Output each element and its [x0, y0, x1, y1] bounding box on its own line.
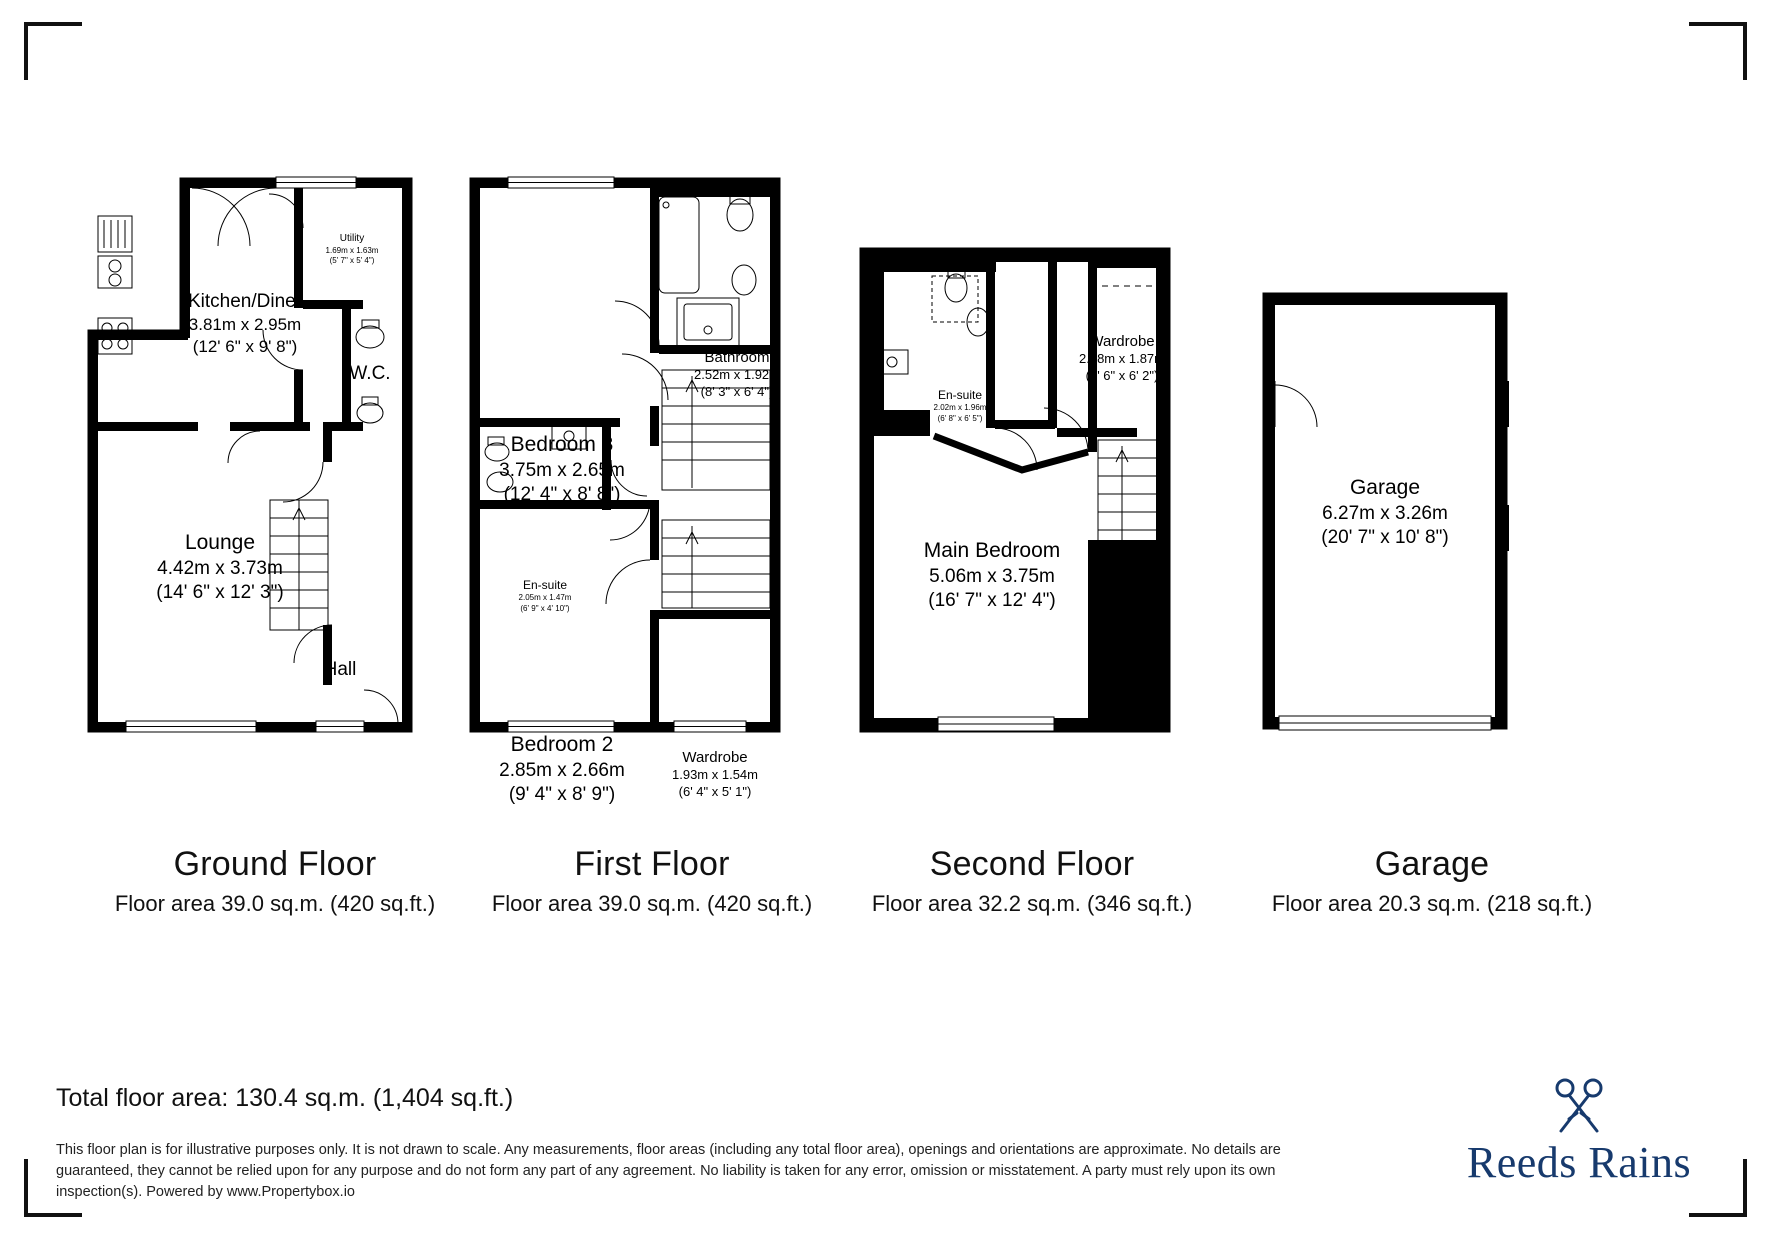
room-label-hall	[295, 658, 385, 682]
room-imperial: (6' 9" x 4' 10")	[520, 603, 570, 613]
room-label-second-wardrobe	[1052, 332, 1192, 384]
room-name: Lounge	[184, 531, 256, 554]
brand-logo	[1429, 1075, 1729, 1188]
room-label-wardrobe	[652, 748, 778, 800]
garage-plan	[1255, 285, 1515, 740]
room-metric: 2.05m x 1.47m	[518, 593, 572, 603]
room-label-main-bedroom	[892, 538, 1092, 614]
floor-title: Garage	[1374, 845, 1490, 883]
room-metric: 5.06m x 3.75m	[929, 565, 1055, 587]
room-metric: 3.75m x 2.65m	[499, 459, 625, 481]
room-label-en-suite	[482, 578, 608, 614]
room-label-bedroom-3	[472, 432, 652, 508]
ground-floor-drawing	[80, 170, 500, 740]
room-imperial: (6' 4" x 5' 1")	[678, 783, 752, 799]
floor-area: Floor area 39.0 sq.m. (420 sq.ft.)	[114, 891, 436, 916]
crop-mark-top-right	[1689, 22, 1747, 80]
room-name: Utility	[339, 233, 365, 244]
total-floor-area: Total floor area: 130.4 sq.m. (1,404 sq.ft.)	[56, 1084, 514, 1112]
second-floor-drawing	[852, 240, 1182, 740]
floorplan-group	[0, 140, 1771, 806]
room-metric: 2.85m x 2.66m	[499, 759, 625, 781]
crop-mark-top-left	[24, 22, 82, 80]
floor-title: Ground Floor	[173, 845, 377, 883]
room-imperial: (20' 7" x 10' 8")	[1321, 527, 1449, 549]
room-label-kitchen-diner	[155, 290, 335, 358]
room-label-utility	[308, 233, 396, 266]
room-metric: 6.27m x 3.26m	[1322, 502, 1448, 524]
room-name: Bedroom 3	[510, 433, 614, 456]
room-imperial: (14' 6" x 12' 3")	[156, 582, 284, 604]
room-imperial: (8' 6" x 6' 2")	[1085, 367, 1159, 383]
room-name: Bedroom 2	[510, 733, 614, 756]
room-metric: 3.81m x 2.95m	[188, 315, 302, 335]
first-floor-plan	[462, 170, 792, 806]
room-label-lounge	[120, 530, 320, 606]
room-name: Kitchen/Diner	[187, 291, 303, 312]
second-floor-plan	[852, 240, 1182, 740]
room-name: Wardrobe	[1089, 333, 1155, 350]
floor-title: First Floor	[574, 845, 730, 883]
floor-title: Second Floor	[929, 845, 1135, 883]
room-metric: 1.93m x 1.54m	[672, 767, 758, 783]
first-floor-caption	[482, 845, 822, 919]
crossed-keys-icon	[1429, 1075, 1729, 1137]
floor-area: Floor area 39.0 sq.m. (420 sq.ft.)	[491, 891, 813, 916]
room-name: En-suite	[522, 578, 568, 592]
room-imperial: (8' 3" x 6' 4")	[700, 383, 774, 399]
ground-floor-plan	[80, 170, 500, 740]
room-name: En-suite	[937, 388, 983, 402]
room-metric: 4.42m x 3.73m	[157, 557, 283, 579]
room-name: Bathroom	[704, 349, 770, 366]
room-imperial: (12' 4" x 8' 8")	[503, 484, 621, 506]
floor-area: Floor area 20.3 sq.m. (218 sq.ft.)	[1271, 891, 1593, 916]
room-imperial: (6' 8" x 6' 5")	[937, 413, 983, 423]
room-metric: 1.69m x 1.63m	[325, 245, 379, 255]
room-imperial: (12' 6" x 9' 8")	[192, 337, 298, 357]
room-imperial: (16' 7" x 12' 4")	[928, 590, 1056, 612]
room-label-garage	[1285, 475, 1485, 551]
room-name: Hall	[323, 659, 357, 680]
room-label-bathroom	[677, 348, 797, 400]
garage-caption	[1262, 845, 1602, 919]
disclaimer-text: This floor plan is for illustrative purposes only. It is not drawn to scale. Any measurements, floor areas (including any total floor area), openings and orientations are approximate. No details are guaranteed, they cannot be relied upon for any purpose and do not form any part of any agreement. No liability is taken for any error, omission or misstatement. A party must rely upon its own inspection(s). Powered by www.Propertybox.io	[56, 1142, 1281, 1201]
room-label-second-en-suite	[900, 388, 1020, 424]
room-name: Wardrobe	[682, 749, 748, 766]
floor-area: Floor area 32.2 sq.m. (346 sq.ft.)	[871, 891, 1193, 916]
room-metric: 2.58m x 1.87m	[1079, 351, 1165, 367]
room-metric: 2.02m x 1.96m	[933, 403, 987, 413]
room-name: Main Bedroom	[923, 539, 1061, 562]
room-imperial: (5' 7" x 5' 4")	[329, 256, 375, 266]
room-metric: 2.52m x 1.92m	[694, 367, 780, 383]
second-floor-caption	[862, 845, 1202, 919]
room-imperial: (9' 4" x 8' 9")	[508, 784, 616, 806]
room-name: W.C.	[349, 363, 391, 384]
brand-name: Reeds Rains	[1466, 1138, 1692, 1187]
room-label-bedroom-2	[472, 732, 652, 808]
crossed-keys-glyph	[1539, 1075, 1619, 1137]
room-name: Garage	[1349, 476, 1421, 499]
ground-floor-caption	[105, 845, 445, 919]
room-label-wc	[320, 362, 420, 386]
